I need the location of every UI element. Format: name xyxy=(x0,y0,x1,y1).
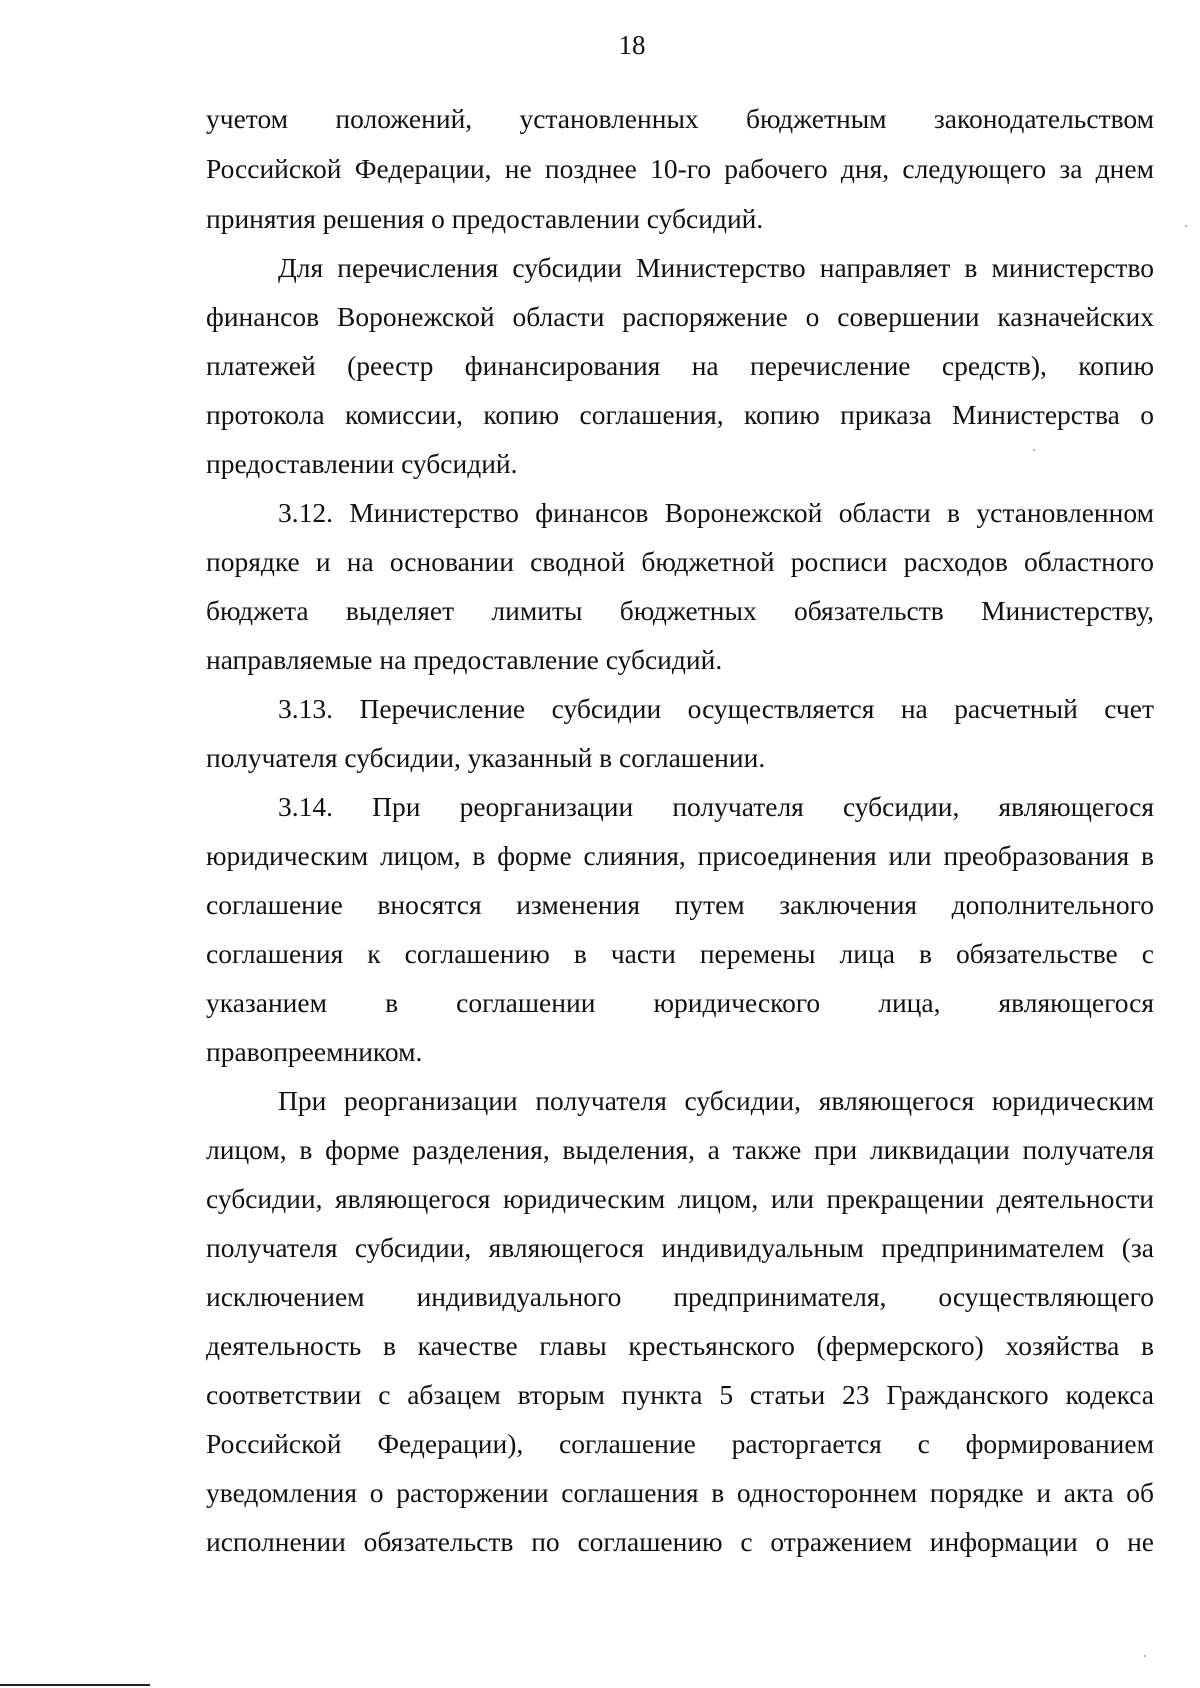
paragraph-6-line-6: деятельность в качестве главы крестьянского (фермерского) хозяйства в xyxy=(206,1330,1154,1361)
paragraph-3-line-1: 3.12. Министерство финансов Воронежской области в установленном xyxy=(278,497,1154,528)
scan-speck xyxy=(1185,225,1187,227)
paragraph-6-line-9: уведомления о расторжении соглашения в одностороннем порядке и акта об xyxy=(206,1477,1154,1508)
paragraph-4-line-2: получателя субсидии, указанный в соглашении. xyxy=(206,742,766,773)
paragraph-3-line-3: бюджета выделяет лимиты бюджетных обязательств Министерству, xyxy=(206,595,1154,626)
page-number: 18 xyxy=(618,30,646,60)
paragraph-6-line-1: При реорганизации получателя субсидии, являющегося юридическим xyxy=(278,1085,1154,1116)
paragraph-5-line-3: соглашение вносятся изменения путем заключения дополнительного xyxy=(206,889,1154,920)
paragraph-3-line-2: порядке и на основании сводной бюджетной росписи расходов областного xyxy=(206,546,1154,577)
paragraph-2-line-3: платежей (реестр финансирования на перечисление средств), копию xyxy=(206,350,1154,381)
paragraph-2-line-2: финансов Воронежской области распоряжение о совершении казначейских xyxy=(206,301,1154,332)
paragraph-6-line-8: Российской Федерации), соглашение расторгается с формированием xyxy=(206,1428,1154,1459)
scan-edge-line xyxy=(0,1684,150,1686)
scan-speck xyxy=(1033,449,1035,451)
paragraph-1-line-1: учетом положений, установленных бюджетным законодательством xyxy=(206,103,1154,134)
paragraph-3-line-4: направляемые на предоставление субсидий. xyxy=(206,644,723,675)
paragraph-2-line-4: протокола комиссии, копию соглашения, копию приказа Министерства о xyxy=(206,399,1154,430)
paragraph-5-line-4: соглашения к соглашению в части перемены лица в обязательстве с xyxy=(206,938,1154,969)
paragraph-6-line-2: лицом, в форме разделения, выделения, а также при ликвидации получателя xyxy=(206,1134,1154,1165)
paragraph-1-line-2: Российской Федерации, не позднее 10-го рабочего дня, следующего за днем xyxy=(206,153,1154,184)
scan-speck xyxy=(1144,1655,1146,1657)
paragraph-2-line-1: Для перечисления субсидии Министерство направляет в министерство xyxy=(278,252,1154,283)
paragraph-6-line-7: соответствии с абзацем вторым пункта 5 статьи 23 Гражданского кодекса xyxy=(206,1379,1154,1410)
paragraph-6-line-5: исключением индивидуального предпринимателя, осуществляющего xyxy=(206,1281,1154,1312)
paragraph-5-line-5: указанием в соглашении юридического лица, являющегося xyxy=(206,987,1154,1018)
paragraph-5-line-6: правопреемником. xyxy=(206,1036,423,1067)
paragraph-6-line-4: получателя субсидии, являющегося индивидуальным предпринимателем (за xyxy=(206,1232,1154,1263)
paragraph-2-line-5: предоставлении субсидий. xyxy=(206,448,518,479)
paragraph-1-line-3: принятия решения о предоставлении субсидий. xyxy=(206,203,764,234)
paragraph-4-line-1: 3.13. Перечисление субсидии осуществляется на расчетный счет xyxy=(278,693,1154,724)
paragraph-5-line-2: юридическим лицом, в форме слияния, присоединения или преобразования в xyxy=(206,840,1154,871)
paragraph-5-line-1: 3.14. При реорганизации получателя субсидии, являющегося xyxy=(278,791,1154,822)
paragraph-6-line-3: субсидии, являющегося юридическим лицом, или прекращении деятельности xyxy=(206,1183,1154,1214)
paragraph-6-line-10: исполнении обязательств по соглашению с отражением информации о не xyxy=(206,1526,1154,1557)
